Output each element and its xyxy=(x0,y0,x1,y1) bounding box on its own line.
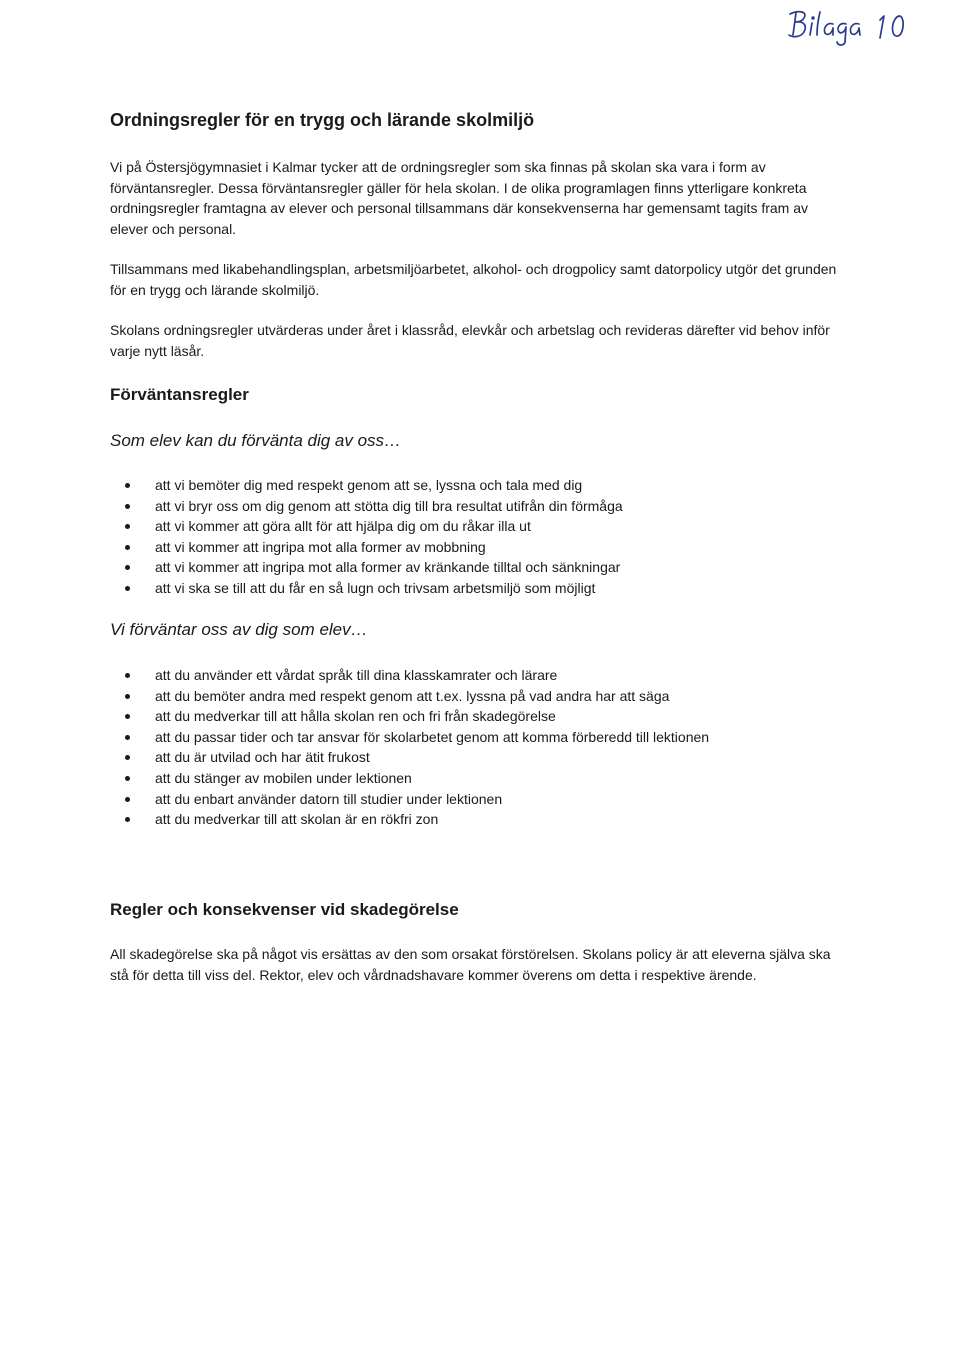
list-item xyxy=(110,747,845,768)
section-heading-damage: Regler och konsekvenser vid skadegörelse xyxy=(110,900,459,919)
bullet-icon xyxy=(125,817,130,822)
list-item-text: att du medverkar till att hålla skolan ren och fri från skadegörelse xyxy=(155,708,556,725)
list-item-text: att du använder ett vårdat språk till dina klasskamrater och lärare xyxy=(155,667,558,683)
list-student-can-expect xyxy=(110,475,845,599)
list-item-text: att du medverkar till att skolan är en rökfri zon xyxy=(155,811,439,828)
intro-paragraph-2: Tillsammans med likabehandlingsplan, arbetsmiljöarbetet, alkohol- och drogpolicy samt datorpolicy utgör det grunden för en trygg och lärande skolmiljö. xyxy=(110,261,837,298)
list-item-text: att vi ska se till att du får en så lugn och trivsam arbetsmiljö som möjligt xyxy=(155,579,596,596)
handwritten-bilaga-mark xyxy=(784,4,924,48)
list-item xyxy=(110,809,845,830)
list-item-text: att vi kommer att ingripa mot alla former av mobbning xyxy=(155,538,486,555)
bullet-icon xyxy=(125,483,130,488)
list-item xyxy=(110,789,845,810)
list-item-text: att vi bryr oss om dig genom att stötta dig till bra resultat utifrån din förmåga xyxy=(155,497,623,514)
subheading-we-expect: Vi förväntar oss av dig som elev… xyxy=(110,620,368,639)
bullet-icon xyxy=(125,776,130,781)
bullet-icon xyxy=(125,673,130,678)
list-we-expect xyxy=(110,665,845,830)
bullet-icon xyxy=(125,565,130,570)
list-item-text: att du stänger av mobilen under lektionen xyxy=(155,769,412,786)
damage-paragraph: All skadegörelse ska på något vis ersättas av den som orsakat förstörelsen. Skolans policy är att eleverna själva ska stå för detta till viss del. Rektor, elev och vårdnadshavare kommer överens om detta i respektive ärende. xyxy=(110,946,831,983)
bullet-icon xyxy=(125,586,130,591)
intro-paragraph-1: Vi på Östersjögymnasiet i Kalmar tycker att de ordningsregler som ska finnas på skolan ska vara i form av förväntansregler. Dessa förväntansregler gäller för hela skolan. I de olika programlagen finns ytterligare konkreta ordningsregler framtagna av elever och personal tillsammans där konsekvenserna har gemensamt tagits fram av elever och personal. xyxy=(110,159,809,237)
bullet-icon xyxy=(125,714,130,719)
list-item xyxy=(110,727,845,748)
list-item-text: att du passar tider och tar ansvar för skolarbetet genom att komma förberedd till lektionen xyxy=(155,728,710,745)
list-item-text: att vi kommer att göra allt för att hjälpa dig om du råkar illa ut xyxy=(155,518,531,535)
list-item xyxy=(110,768,845,789)
list-item xyxy=(110,578,845,599)
handwritten-annotation xyxy=(784,4,924,48)
list-item xyxy=(110,706,845,727)
list-item-text: att du bemöter andra med respekt genom att t.ex. lyssna på vad andra har att säga xyxy=(155,687,670,704)
subheading-student-can-expect: Som elev kan du förvänta dig av oss… xyxy=(110,431,402,450)
document-title: Ordningsregler för en trygg och lärande skolmiljö xyxy=(110,110,535,130)
list-item-text: att vi kommer att ingripa mot alla former av kränkande tilltal och sänkningar xyxy=(155,559,621,576)
list-item xyxy=(110,496,845,517)
list-item-text: att vi bemöter dig med respekt genom att se, lyssna och tala med dig xyxy=(155,477,583,493)
section-heading-expectations: Förväntansregler xyxy=(110,385,249,404)
bullet-icon xyxy=(125,797,130,802)
list-item xyxy=(110,557,845,578)
bullet-icon xyxy=(125,755,130,760)
list-item xyxy=(110,516,845,537)
list-item xyxy=(110,475,845,496)
bullet-icon xyxy=(125,524,130,529)
list-item-text: att du är utvilad och har ätit frukost xyxy=(155,749,370,766)
list-item xyxy=(110,665,845,686)
intro-paragraph-3: Skolans ordningsregler utvärderas under året i klassråd, elevkår och arbetslag och revideras därefter vid behov inför varje nytt läsår. xyxy=(110,322,830,359)
list-item xyxy=(110,537,845,558)
bullet-icon xyxy=(125,735,130,740)
list-item xyxy=(110,686,845,707)
bullet-icon xyxy=(125,504,130,509)
bullet-icon xyxy=(125,694,130,699)
list-item-text: att du enbart använder datorn till studier under lektionen xyxy=(155,790,503,807)
bullet-icon xyxy=(125,545,130,550)
